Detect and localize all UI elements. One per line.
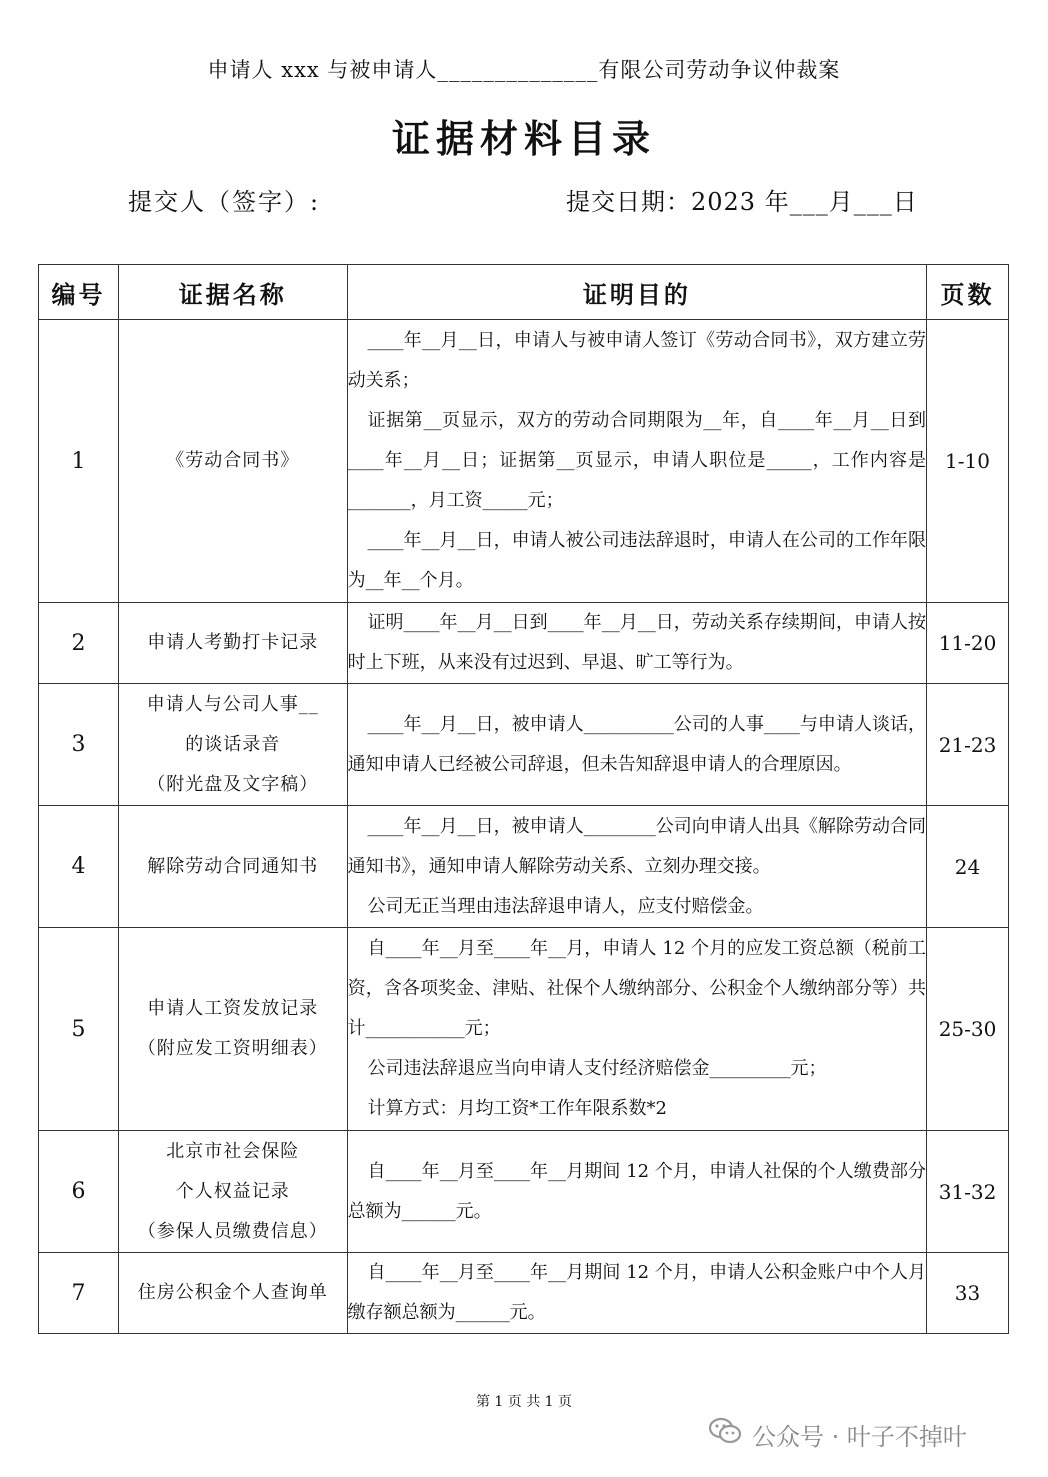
submit-date: 提交日期：2023 年___月___日 <box>566 188 918 216</box>
purpose-paragraph: ____年__月__日，申请人被公司违法辞退时，申请人在公司的工作年限为__年__个月。 <box>347 530 927 591</box>
page-range: 21-23 <box>927 684 1009 806</box>
purpose-paragraph: 公司无正当理由违法辞退申请人，应支付赔偿金。 <box>367 895 764 917</box>
purpose-paragraph: 证据第__页显示，双方的劳动合同期限为__年，自____年__月__日到____年__月__日；证据第__页显示，申请人职位是_____，工作内容是_______，月工资_____元； <box>347 410 927 511</box>
table-row <box>39 806 1009 928</box>
column-header-number: 编号 <box>39 265 119 320</box>
page-range: 33 <box>927 1253 1009 1334</box>
evidence-name-line: （附应发工资明细表） <box>137 1038 328 1059</box>
page-range: 11-20 <box>927 603 1009 684</box>
row-number: 4 <box>39 806 119 928</box>
evidence-name-line: 解除劳动合同通知书 <box>147 855 319 877</box>
table-row <box>39 684 1009 806</box>
table-row <box>39 320 1009 603</box>
purpose-paragraph: 计算方式：月均工资*工作年限系数*2 <box>367 1098 667 1119</box>
purpose-paragraph: 自____年__月至____年__月，申请人 12 个月的应发工资总额（税前工资，含各项奖金、津贴、社保个人缴纳部分、公积金个人缴纳部分等）共计___________元； <box>347 938 927 1039</box>
evidence-purpose <box>347 928 926 1131</box>
evidence-name-line: 的谈话录音 <box>185 733 281 755</box>
row-number: 2 <box>39 603 119 684</box>
column-header-purpose: 证明目的 <box>347 265 926 320</box>
purpose-paragraph: 自____年__月至____年__月期间 12 个月，申请人社保的个人缴费部分总额为______元。 <box>347 1160 927 1222</box>
evidence-purpose <box>347 320 926 603</box>
watermark <box>708 1416 967 1452</box>
evidence-table <box>38 264 1009 1334</box>
evidence-name-line: 个人权益记录 <box>175 1180 290 1202</box>
evidence-purpose <box>347 603 926 684</box>
page-range: 25-30 <box>927 928 1009 1131</box>
purpose-paragraph: ____年__月__日，被申请人__________公司的人事____与申请人谈话，通知申请人已经被公司辞退，但未告知辞退申请人的合理原因。 <box>347 713 927 775</box>
table-row <box>39 603 1009 684</box>
case-line: 申请人 xxx 与被申请人______________有限公司劳动争议仲裁案 <box>207 58 841 82</box>
row-number: 1 <box>39 320 119 603</box>
table-header-row <box>39 265 1009 320</box>
column-header-evidence-name: 证据名称 <box>118 265 347 320</box>
table-row <box>39 928 1009 1131</box>
evidence-name-line: （参保人员缴费信息） <box>137 1220 328 1242</box>
page-footer: 第 1 页 共 1 页 <box>475 1394 573 1410</box>
purpose-paragraph: 自____年__月至____年__月期间 12 个月，申请人公积金账户中个人月缴存额总额为______元。 <box>347 1262 927 1323</box>
evidence-name <box>118 603 347 684</box>
evidence-name-line: 申请人工资发放记录 <box>147 998 319 1019</box>
evidence-purpose <box>347 1253 926 1334</box>
row-number: 5 <box>39 928 119 1131</box>
evidence-name-line: （附光盘及文字稿） <box>147 773 319 795</box>
page-range: 24 <box>927 806 1009 928</box>
evidence-name-line: 北京市社会保险 <box>166 1140 300 1162</box>
row-number: 6 <box>39 1131 119 1253</box>
evidence-name-line: 申请人与公司人事__ <box>146 693 319 715</box>
row-number: 3 <box>39 684 119 806</box>
page-range: 1-10 <box>927 320 1009 603</box>
evidence-purpose <box>347 806 926 928</box>
evidence-name <box>118 320 347 603</box>
evidence-name <box>118 684 347 806</box>
evidence-name-line: 申请人考勤打卡记录 <box>147 632 319 653</box>
wechat-icon <box>708 1416 742 1452</box>
page-title: 证据材料目录 <box>391 117 656 161</box>
purpose-paragraph: ____年__月__日，申请人与被申请人签订《劳动合同书》，双方建立劳动关系； <box>347 330 927 391</box>
purpose-paragraph: ____年__月__日，被申请人________公司向申请人出具《解除劳动合同通知书》，通知申请人解除劳动关系、立刻办理交接。 <box>347 815 927 877</box>
table-row <box>39 1131 1009 1253</box>
submitter-label: 提交人（签字）: <box>128 188 321 216</box>
evidence-name-line: 《劳动合同书》 <box>166 450 300 471</box>
evidence-name <box>118 1253 347 1334</box>
column-header-pages: 页数 <box>927 265 1009 320</box>
purpose-paragraph: 证明____年__月__日到____年__月__日，劳动关系存续期间，申请人按时上下班，从来没有过迟到、早退、旷工等行为。 <box>347 612 927 673</box>
evidence-purpose <box>347 1131 926 1253</box>
row-number: 7 <box>39 1253 119 1334</box>
table-row <box>39 1253 1009 1334</box>
evidence-name <box>118 1131 347 1253</box>
purpose-paragraph: 公司违法辞退应当向申请人支付经济赔偿金_________元； <box>367 1058 827 1079</box>
evidence-name <box>118 806 347 928</box>
watermark-text: 公众号 · 叶子不掉叶 <box>752 1422 967 1451</box>
page-range: 31-32 <box>927 1131 1009 1253</box>
evidence-purpose <box>347 684 926 806</box>
evidence-name <box>118 928 347 1131</box>
evidence-name-line: 住房公积金个人查询单 <box>137 1282 328 1303</box>
